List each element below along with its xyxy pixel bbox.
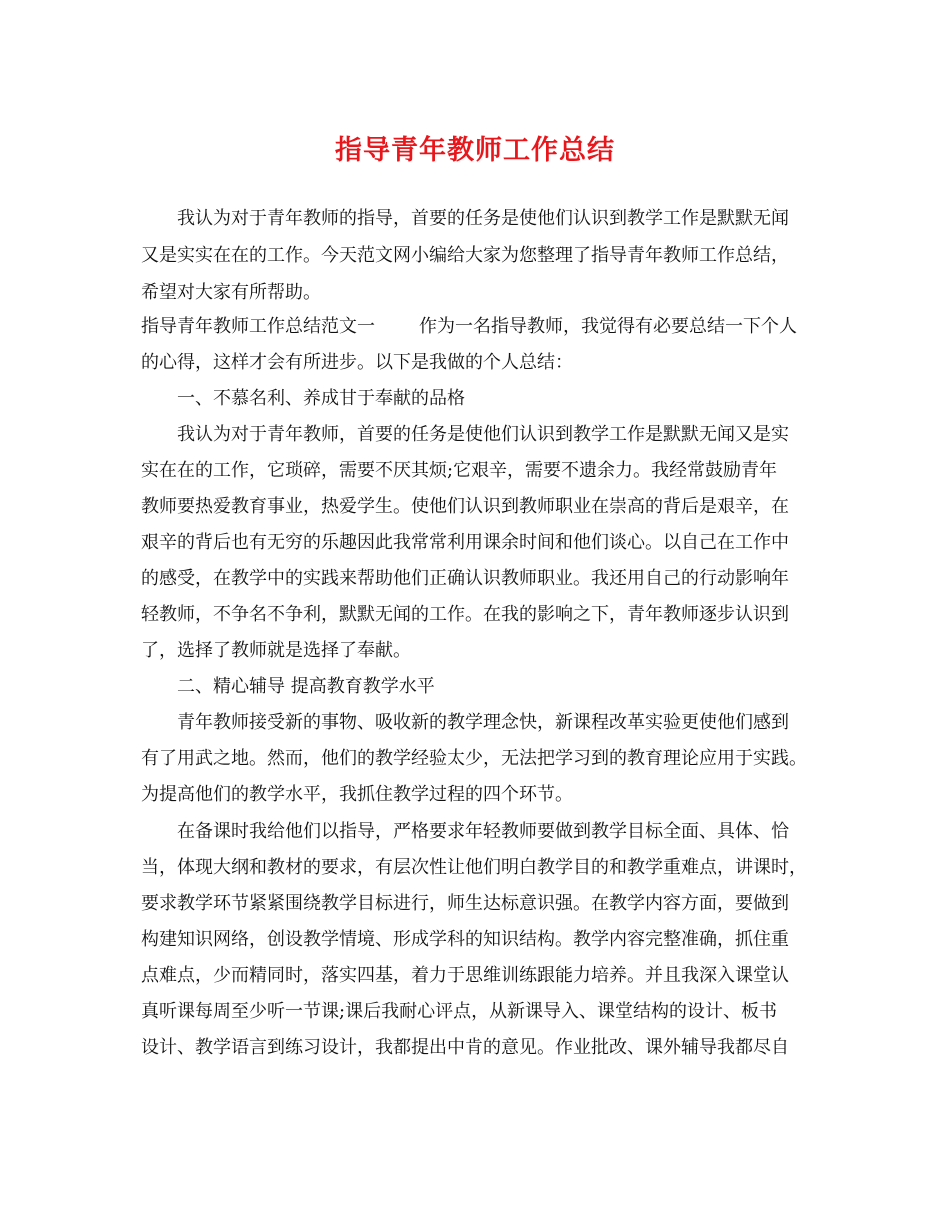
text-line: 有了用武之地。然而，他们的教学经验太少，无法把学习到的教育理论应用于实践。 (141, 748, 807, 769)
text-line: 构建知识网络，创设教学情境、形成学科的知识结构。教学内容完整准确，抓住重 (141, 929, 789, 950)
text-line: 真听课每周至少听一节课;课后我耐心评点，从新课导入、课堂结构的设计、板书 (141, 1001, 778, 1022)
text-line: 设计、教学语言到练习设计，我都提出中肯的意见。作业批改、课外辅导我都尽自 (141, 1037, 789, 1058)
text-line: 在备课时我给他们以指导，严格要求年轻教师要做到教学目标全面、具体、恰 (177, 821, 789, 842)
document-title: 指导青年教师工作总结 (335, 135, 615, 166)
text-line: 的感受，在教学中的实践来帮助他们正确认识教师职业。我还用自己的行动影响年 (141, 568, 789, 589)
text-line: 的心得，这样才会有所进步。以下是我做的个人总结： (141, 352, 573, 373)
section-heading: 指导青年教师工作总结范文一 (141, 316, 375, 337)
text-line: 要求教学环节紧紧围绕教学目标进行，师生达标意识强。在教学内容方面，要做到 (141, 893, 789, 914)
text-line: 希望对大家有所帮助。 (141, 282, 321, 303)
text-line: 青年教师接受新的事物、吸收新的教学理念快，新课程改革实验更使他们感到 (177, 712, 789, 733)
text-line: 当，体现大纲和教材的要求，有层次性让他们明白教学目的和教学重难点，讲课时， (141, 857, 807, 878)
text-line: 点难点，少而精同时，落实四基，着力于思维训练跟能力培养。并且我深入课堂认 (141, 965, 789, 986)
section-heading: 二、精心辅导 提高教育教学水平 (177, 676, 435, 697)
text-line: 轻教师，不争名不争利，默默无闻的工作。在我的影响之下，青年教师逐步认识到 (141, 604, 789, 625)
text-line: 教师要热爱教育事业，热爱学生。使他们认识到教师职业在崇高的背后是艰辛，在 (141, 496, 789, 517)
text-line: 我认为对于青年教师，首要的任务是使他们认识到教学工作是默默无闻又是实 (177, 424, 789, 445)
text-line: 了，选择了教师就是选择了奉献。 (141, 640, 411, 661)
text-line: 又是实实在在的工作。今天范文网小编给大家为您整理了指导青年教师工作总结， (141, 245, 789, 266)
text-line: 实在在的工作，它琐碎，需要不厌其烦;它艰辛，需要不遗余力。我经常鼓励青年 (141, 460, 778, 481)
text-line-split (141, 312, 797, 342)
section-heading: 一、不慕名利、养成甘于奉献的品格 (177, 388, 465, 409)
text-segment: 作为一名指导教师，我觉得有必要总结一下个人 (419, 316, 797, 337)
text-line: 为提高他们的教学水平，我抓住教学过程的四个环节。 (141, 784, 573, 805)
text-line: 艰辛的背后也有无穷的乐趣因此我常常利用课余时间和他们谈心。以自己在工作中 (141, 532, 789, 553)
text-line: 我认为对于青年教师的指导，首要的任务是使他们认识到教学工作是默默无闻 (177, 208, 789, 229)
